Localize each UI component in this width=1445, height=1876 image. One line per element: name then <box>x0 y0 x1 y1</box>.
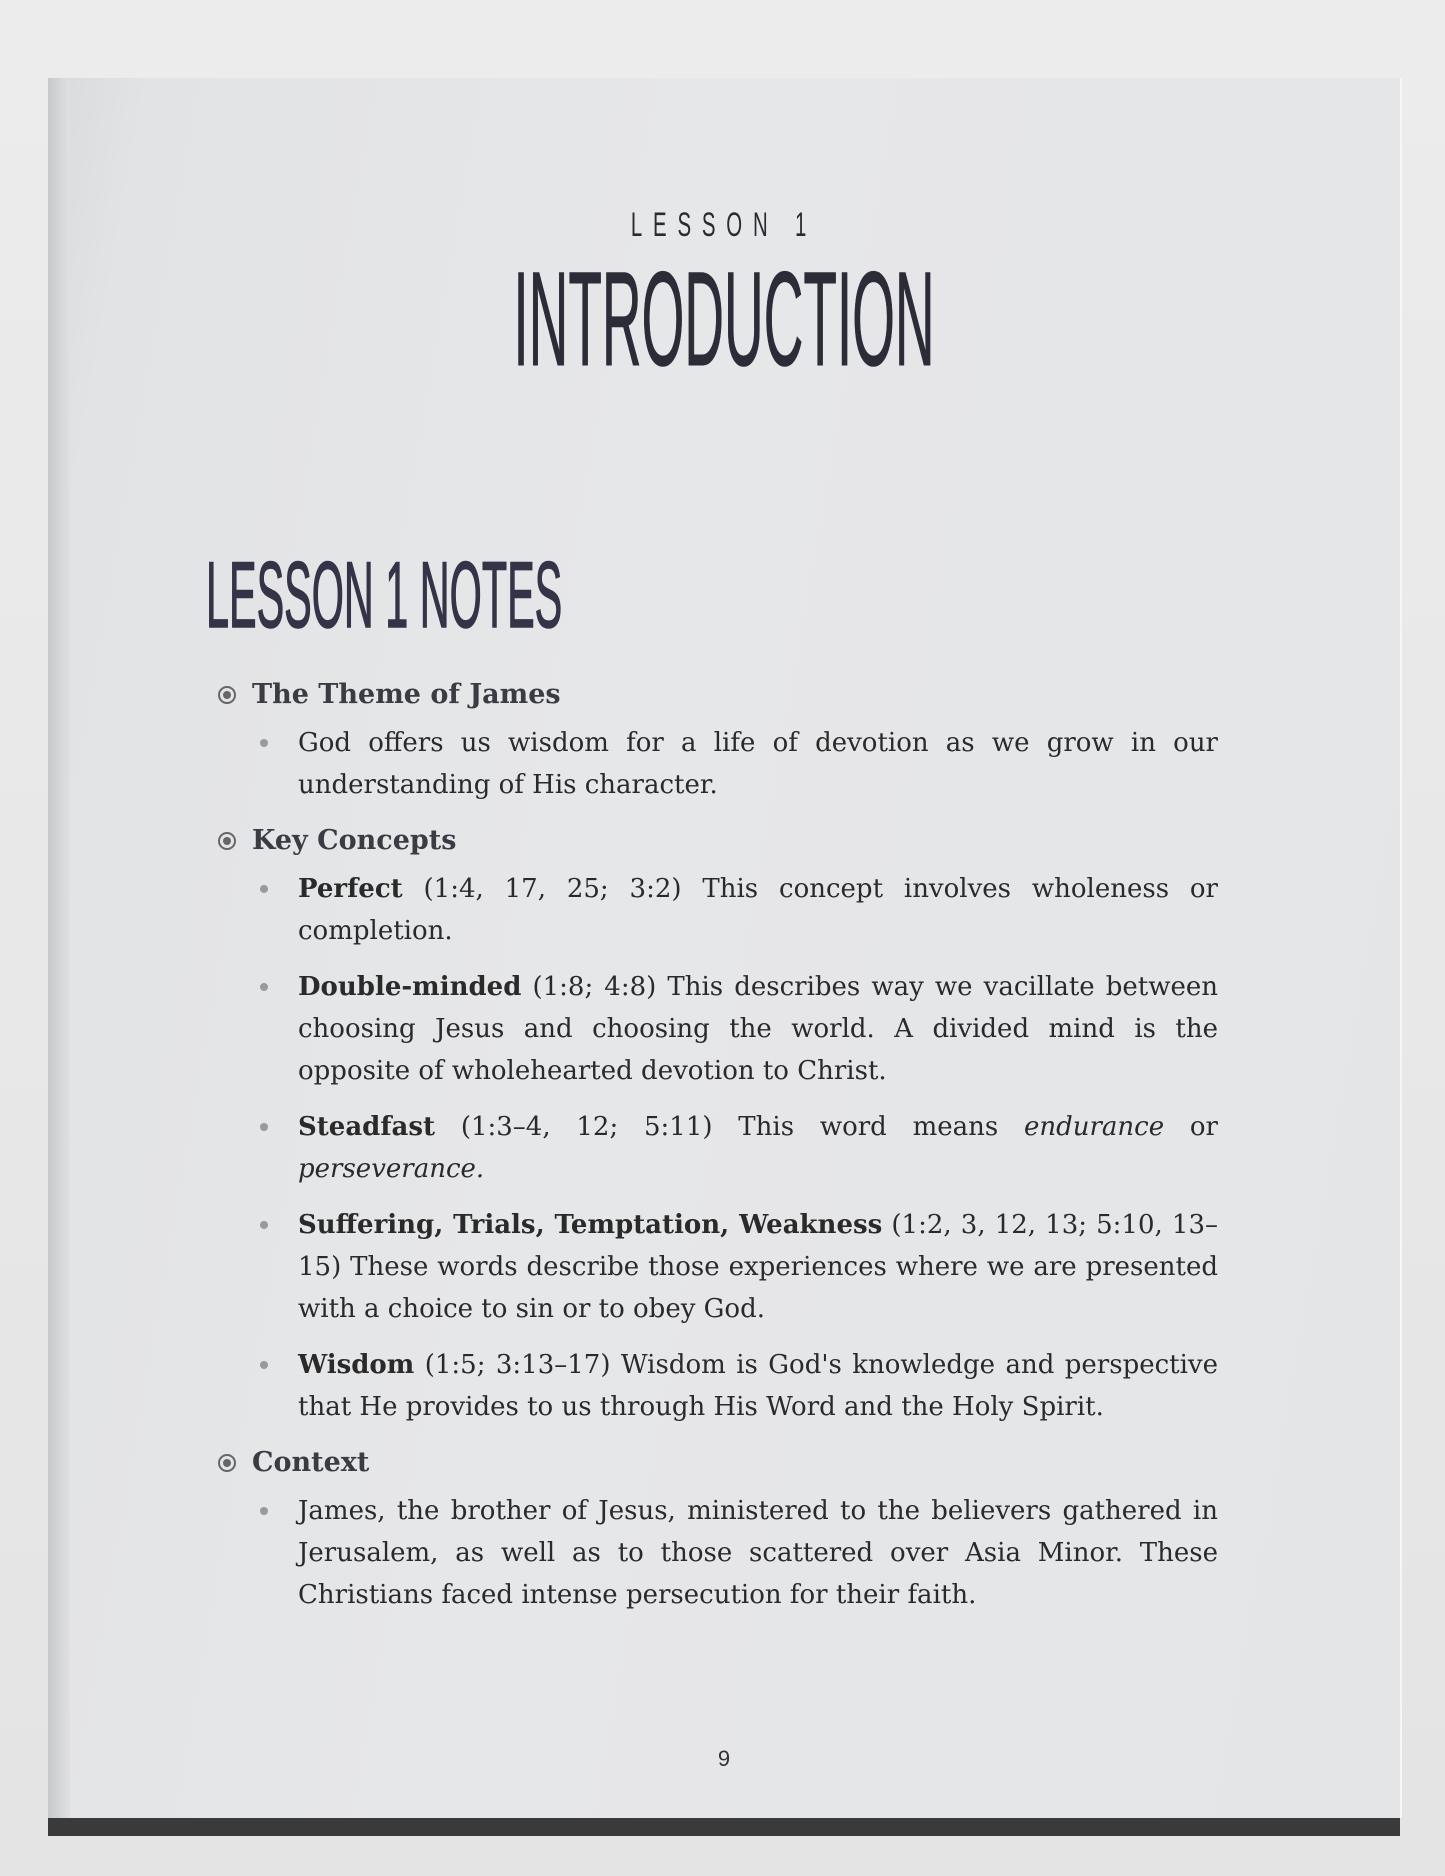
section-heading-text: The Theme of James <box>252 679 561 710</box>
term: Suffering, Trials, Temptation, Weakness <box>298 1210 883 1240</box>
notes-body <box>218 660 1218 1630</box>
section-heading <box>218 674 1218 716</box>
term: Perfect <box>298 874 403 904</box>
page-gutter <box>48 78 70 1818</box>
page-number: 9 <box>717 1746 731 1771</box>
reference: (1:8; 4:8) <box>521 972 657 1002</box>
list-item <box>218 722 1218 806</box>
bullet-icon <box>260 1123 268 1131</box>
reference: (1:5; 3:13–17) <box>414 1350 611 1380</box>
book-page <box>48 78 1400 1818</box>
term: Steadfast <box>298 1112 436 1142</box>
emphasis: endurance <box>1023 1112 1165 1142</box>
item-text: This describes way we vacillate between choosing Jesus and choosing the world. A divided mind is the opposite of wholehearted devotion to Christ. <box>298 972 1218 1086</box>
list-item <box>218 966 1218 1092</box>
section-heading <box>218 1442 1218 1484</box>
list-item <box>218 1204 1218 1330</box>
bullet-icon <box>260 1507 268 1515</box>
bullet-icon <box>260 739 268 747</box>
item-text: This concept involves wholeness or completion. <box>298 874 1218 946</box>
section-heading-text: Context <box>252 1447 370 1478</box>
notes-heading: LESSON 1 NOTES <box>206 542 563 647</box>
reference: (1:3–4, 12; 5:11) <box>435 1112 713 1142</box>
item-text: Wisdom is God's knowledge and perspective that He provides to us through His Word and the Holy Spirit. <box>298 1350 1218 1422</box>
bullet-icon <box>260 1221 268 1229</box>
target-bullet-icon <box>218 686 236 704</box>
emphasis: perseverance. <box>298 1154 485 1184</box>
list-item <box>218 868 1218 952</box>
bullet-icon <box>260 1361 268 1369</box>
term: Wisdom <box>298 1350 415 1380</box>
item-text: James, the brother of Jesus, ministered to the believers gathered in Jerusalem, as well as to those scattered over Asia Minor. These Christians faced intense persecution for their faith. <box>298 1496 1218 1610</box>
reference: (1:4, 17, 25; 3:2) <box>402 874 682 904</box>
section-heading-text: Key Concepts <box>252 825 457 856</box>
lesson-label: LESSON 1 <box>630 206 818 244</box>
page-title: INTRODUCTION <box>513 245 935 394</box>
target-bullet-icon <box>218 832 236 850</box>
target-bullet-icon <box>218 1454 236 1472</box>
reference: (1:2, 3, 12, 13; 5:10, 13–15) <box>298 1210 1218 1282</box>
bullet-icon <box>260 983 268 991</box>
list-item <box>218 1106 1218 1190</box>
item-text: These words describe those experiences where we are presented with a choice to sin or to obey God. <box>298 1252 1218 1324</box>
item-text: God offers us wisdom for a life of devotion as we grow in our understanding of His character. <box>298 728 1218 800</box>
term: Double-minded <box>298 972 522 1002</box>
section-heading <box>218 820 1218 862</box>
list-item <box>218 1490 1218 1616</box>
item-text: This word means <box>712 1112 1024 1142</box>
list-item <box>218 1344 1218 1428</box>
item-text: or <box>1164 1112 1218 1142</box>
bullet-icon <box>260 885 268 893</box>
